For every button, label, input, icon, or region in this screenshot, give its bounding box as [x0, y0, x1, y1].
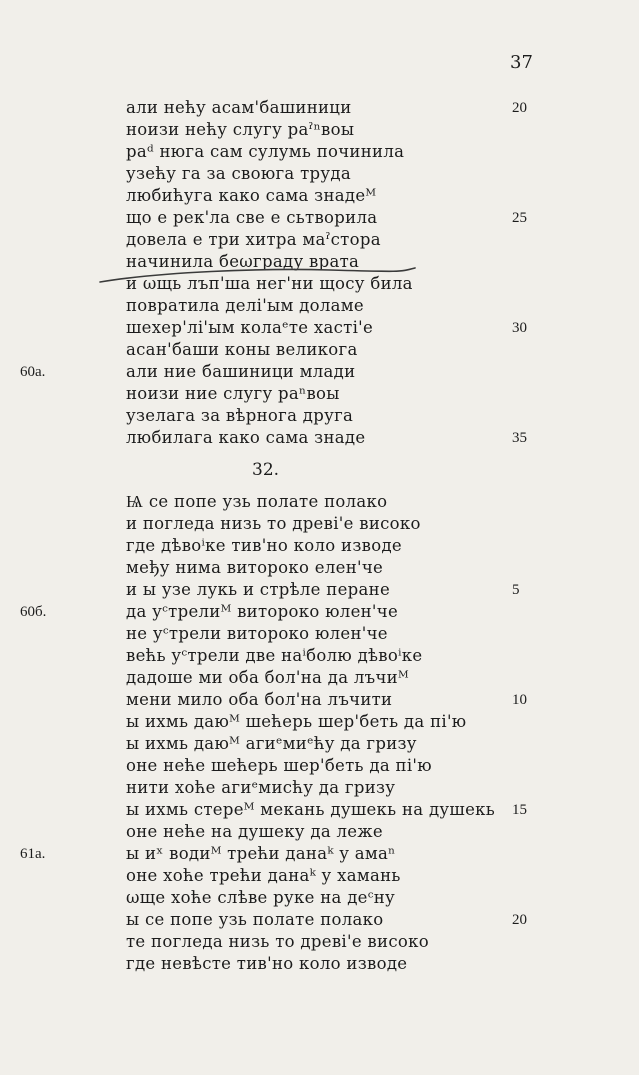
- verse-line: и ы узе лукь и стрѣле перане: [126, 580, 391, 599]
- folio-note: 61а.: [20, 846, 46, 862]
- verse-line: и погледа низь то древі'е високо: [126, 514, 421, 533]
- verse-line: али ние башиници млади: [126, 362, 356, 381]
- verse-line: оне неће шећерь шер'беть да пі'ю: [126, 756, 432, 775]
- verse-line: начинила беωграду врата: [126, 252, 360, 271]
- line-number: 35: [512, 430, 527, 446]
- verse-line: повратила делі'ыᴍ доламе: [126, 296, 364, 315]
- verse-line: мени мило оба бол'на лъчити: [126, 690, 393, 709]
- verse-line: да уᶜтрелиᴹ витороко юлен'че: [126, 602, 399, 621]
- verse-line: що е рек'ла све е сьтворила: [126, 208, 378, 227]
- verse-line: нити хоће агиᵉмисћу да гризу: [126, 778, 396, 797]
- verse-line: и ωщь лъп'ша нег'ни щосу била: [126, 274, 413, 293]
- line-number: 20: [512, 100, 527, 116]
- verse-line: ωще хоће слѣве руке на деᶜну: [126, 888, 396, 907]
- line-number: 15: [512, 802, 527, 818]
- verse-line: любићуга како сама знадеᴹ: [126, 186, 377, 205]
- verse-line: ы ихмь даюᴹ агиᵉмиᵉћу да гризу: [126, 734, 417, 753]
- verse-line: ы ихмь даюᴹ шећерь шер'беть да пі'ю: [126, 712, 467, 731]
- verse-line: шехер'лі'ыᴍ колаᵉте хасті'е: [126, 318, 374, 337]
- verse-line: любилага како сама знаде: [126, 428, 366, 447]
- folio-note: 60б.: [20, 604, 47, 620]
- line-number: 25: [512, 210, 527, 226]
- line-number: 10: [512, 692, 527, 708]
- verse-line: довела е три хитра маˀстора: [126, 230, 381, 249]
- verse-line: ы ихмь стереᴹ мекань душекь на душекь: [126, 800, 496, 819]
- verse-line: ы се попе узь полате полако: [126, 910, 384, 929]
- verse-line: раᵈ нюга сам сулумь починила: [126, 142, 405, 161]
- verse-line: ы иˣ водиᴹ трећи данаᵏ у амаⁿ: [126, 844, 396, 863]
- line-number: 30: [512, 320, 527, 336]
- verse-line: не уᶜтрели витороко юлен'че: [126, 624, 388, 643]
- verse-line: али нећу асам'башиници: [126, 98, 352, 117]
- page-number: 37: [510, 52, 533, 73]
- verse-line: ноизи нећу слугу раˀⁿвоы: [126, 120, 355, 139]
- verse-line: ноизи ние слугу раⁿвоы: [126, 384, 340, 403]
- verse-line: већь уᶜтрели две наⁱболю дѣвоⁱке: [126, 646, 423, 665]
- section-heading: 32.: [252, 460, 280, 480]
- folio-note: 60а.: [20, 364, 46, 380]
- verse-line: узећу га за своюга труда: [126, 164, 352, 183]
- verse-line: оне неће на душеку да леже: [126, 822, 383, 841]
- verse-line: где невѣсте тив'но коло изводе: [126, 954, 408, 973]
- verse-line: те погледа низь то древі'е високо: [126, 932, 429, 951]
- line-number: 20: [512, 912, 527, 928]
- verse-line: где дѣвоⁱке тив'но коло изводе: [126, 536, 402, 555]
- verse-line: оне хоће трећи данаᵏ у хамань: [126, 866, 401, 885]
- line-number: 5: [512, 582, 520, 598]
- verse-line: асан'баши коны великога: [126, 340, 358, 359]
- verse-line: Ѩ се попе узь полате полако: [126, 492, 388, 511]
- verse-line: дадоше ми оба бол'на да лъчиᴹ: [126, 668, 409, 687]
- verse-line: међу нима витороко елен'че: [126, 558, 384, 577]
- verse-line: узелага за вѣрнога друга: [126, 406, 354, 425]
